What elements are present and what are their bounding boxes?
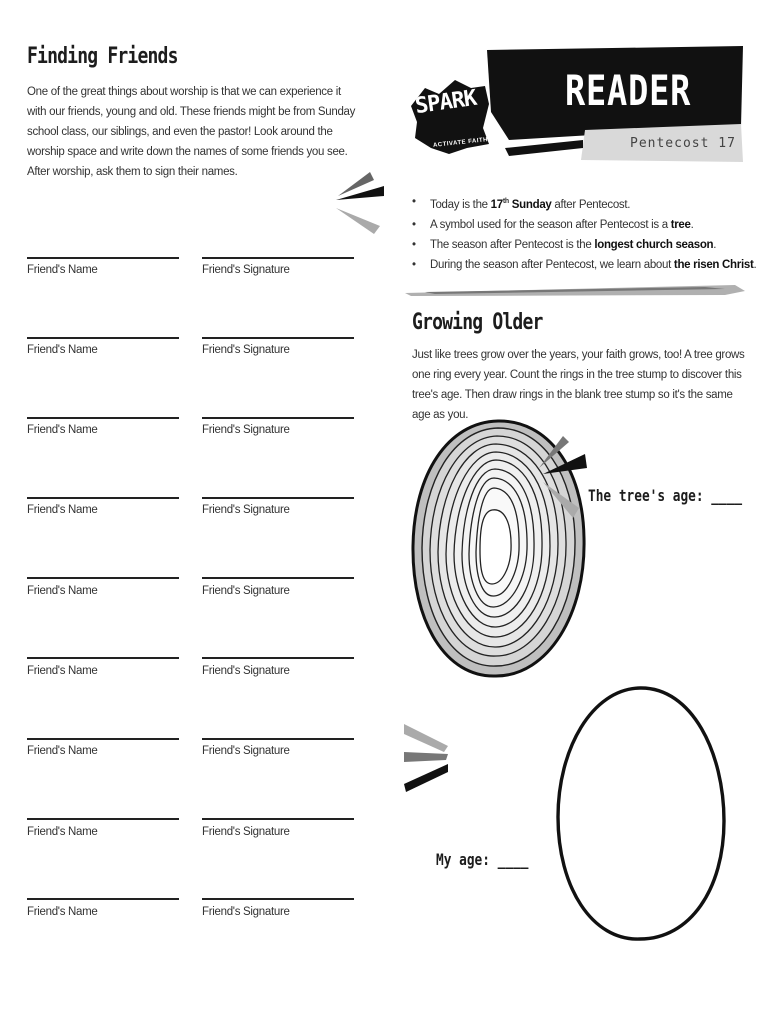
- friend-signature-label: Friend's Signature: [202, 585, 290, 597]
- friend-signature-label: Friend's Signature: [202, 264, 290, 276]
- my-age-label: My age: ____: [436, 850, 529, 869]
- spark-logo-subtext: ACTIVATE FAITH: [432, 137, 489, 149]
- divider: [405, 281, 747, 297]
- friend-name-label: Friend's Name: [27, 906, 98, 918]
- friend-signature-line[interactable]: [202, 818, 354, 820]
- friend-signature-line[interactable]: [202, 417, 354, 419]
- friend-signature-line[interactable]: [202, 337, 354, 339]
- list-item: • During the season after Pentecost, we learn about the risen Christ.: [412, 255, 742, 275]
- friend-name-label: Friend's Name: [27, 585, 98, 597]
- friend-name-label: Friend's Name: [27, 745, 98, 757]
- friend-signature-label: Friend's Signature: [202, 665, 290, 677]
- friend-name-line[interactable]: [27, 818, 179, 820]
- friend-name-line[interactable]: [27, 657, 179, 659]
- friend-signature-line[interactable]: [202, 497, 354, 499]
- list-item: • Today is the 17th Sunday after Pentecost.: [412, 192, 742, 215]
- finding-friends-title: Finding Friends: [27, 44, 178, 69]
- finding-friends-intro: One of the great things about worship is that we can experience it with our friends, young and old. These friends might be from Sunday school class, our siblings, and even the pastor! Look around the worship space and write down the names of some friends you see. After worship, ask them to sign their names.: [27, 86, 356, 178]
- friend-signature-line[interactable]: [202, 257, 354, 259]
- friend-name-line[interactable]: [27, 898, 179, 900]
- decorative-rays-icon: [330, 168, 390, 248]
- friend-name-line[interactable]: [27, 497, 179, 499]
- reader-subtitle: Pentecost 17: [630, 136, 736, 151]
- friend-signature-label: Friend's Signature: [202, 906, 290, 918]
- friend-name-line[interactable]: [27, 337, 179, 339]
- friend-name-line[interactable]: [27, 417, 179, 419]
- friend-name-label: Friend's Name: [27, 826, 98, 838]
- friend-signature-label: Friend's Signature: [202, 745, 290, 757]
- list-item: • A symbol used for the season after Pentecost is a tree.: [412, 215, 742, 235]
- decorative-rays-icon: [533, 434, 593, 520]
- facts-list: [412, 192, 757, 275]
- reader-title: READER: [565, 66, 692, 115]
- friend-name-label: Friend's Name: [27, 424, 98, 436]
- friend-signature-label: Friend's Signature: [202, 504, 290, 516]
- friend-signature-line[interactable]: [202, 657, 354, 659]
- spark-logo: SPARK: [413, 85, 478, 120]
- friend-signature-line[interactable]: [202, 738, 354, 740]
- friend-name-label: Friend's Name: [27, 665, 98, 677]
- growing-older-intro: Just like trees grow over the years, your faith grows, too! A tree grows one ring every year. Count the rings in the tree stump to discover this tree's age. Then draw rings in the blank tree stump so it's the same age as you.: [412, 349, 745, 421]
- friend-signature-label: Friend's Signature: [202, 826, 290, 838]
- friend-signature-label: Friend's Signature: [202, 424, 290, 436]
- friend-name-line[interactable]: [27, 257, 179, 259]
- decorative-rays-icon: [400, 720, 452, 794]
- list-item: • The season after Pentecost is the longest church season.: [412, 235, 742, 255]
- tree-age-label: The tree's age: ____: [588, 486, 743, 505]
- blank-tree-stump[interactable]: [552, 683, 732, 945]
- friend-signature-line[interactable]: [202, 577, 354, 579]
- friend-signature-line[interactable]: [202, 898, 354, 900]
- friend-name-label: Friend's Name: [27, 264, 98, 276]
- friend-name-line[interactable]: [27, 738, 179, 740]
- friend-name-label: Friend's Name: [27, 504, 98, 516]
- growing-older-title: Growing Older: [412, 310, 543, 335]
- friend-signature-label: Friend's Signature: [202, 344, 290, 356]
- friend-name-line[interactable]: [27, 577, 179, 579]
- friend-name-label: Friend's Name: [27, 344, 98, 356]
